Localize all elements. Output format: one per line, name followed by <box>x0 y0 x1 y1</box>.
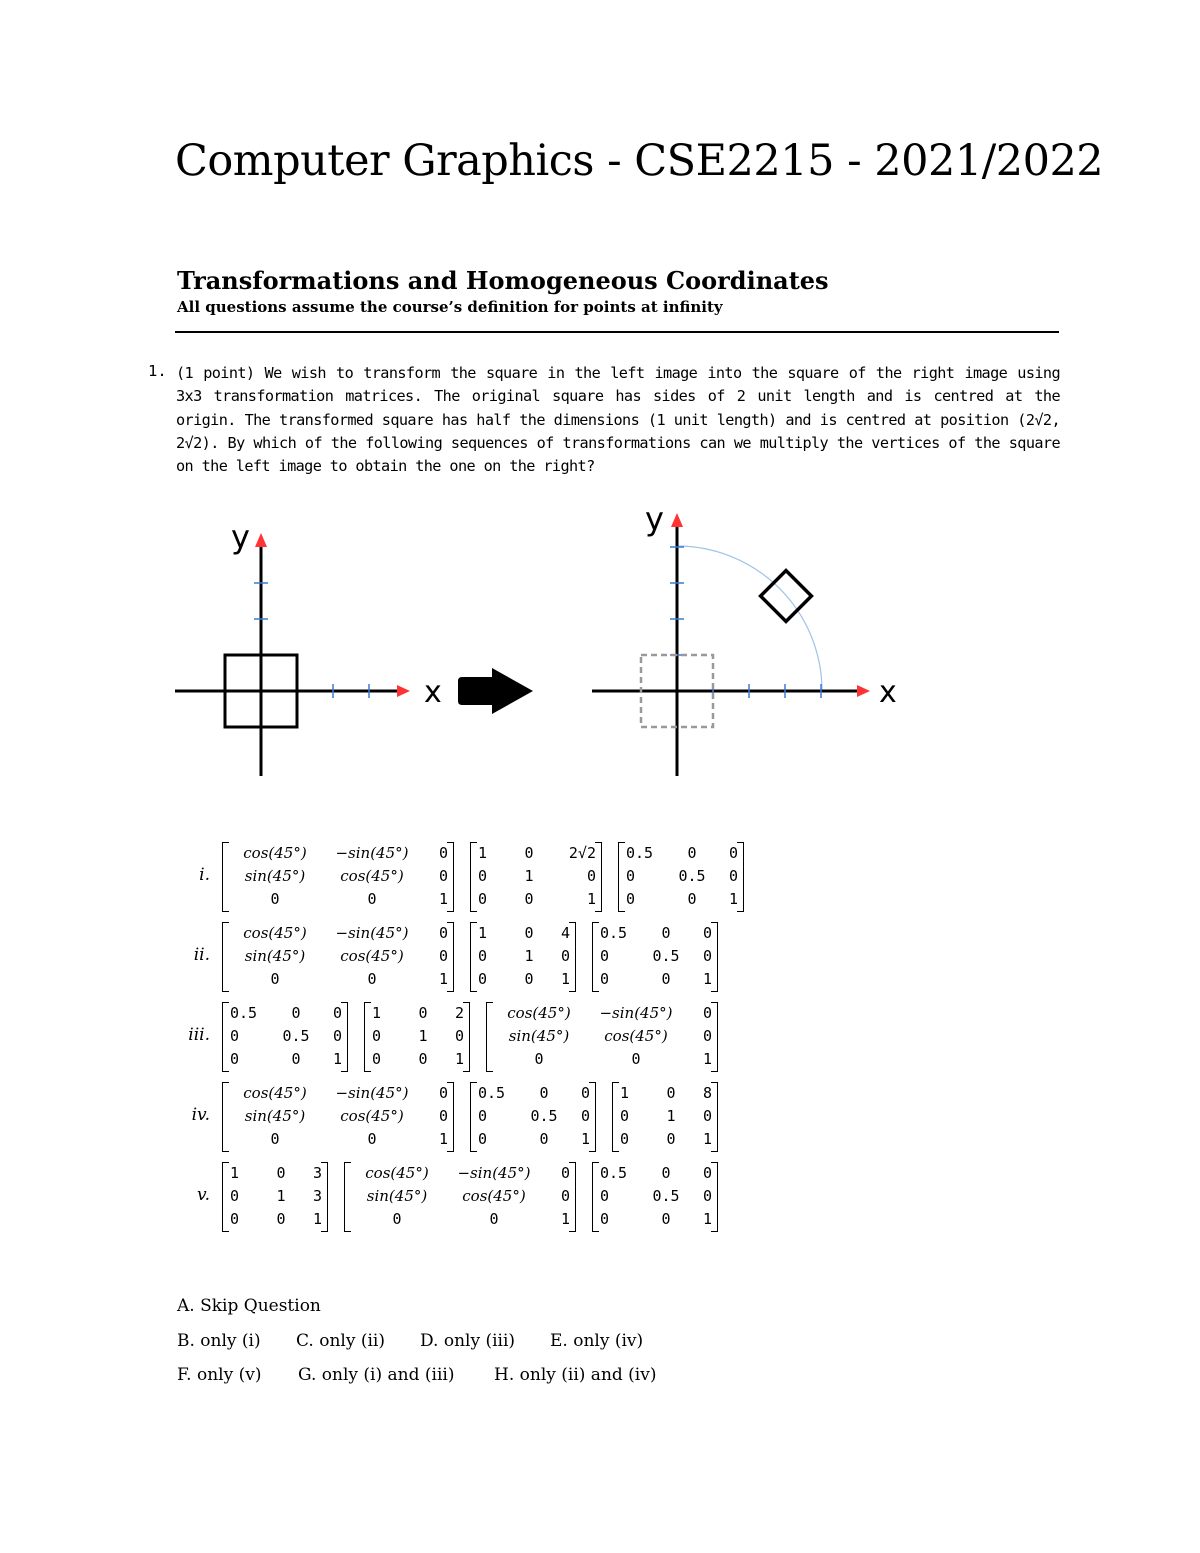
matrix <box>222 1002 348 1072</box>
matrix-cell: 0 <box>728 844 738 862</box>
matrix-cell: 0 <box>230 1187 240 1205</box>
matrix-cell: 0 <box>276 1210 286 1228</box>
matrix-cell: 3 <box>312 1187 322 1205</box>
matrix-cell: 4 <box>560 924 570 942</box>
matrix-cell: 0 <box>418 1050 428 1068</box>
matrix-cell: 0 <box>438 924 448 942</box>
matrix-cell: 1 <box>438 890 448 908</box>
matrix-cell: sin(45°) <box>244 1107 306 1125</box>
matrix-cell: 0 <box>392 1210 402 1228</box>
matrix <box>364 1002 470 1072</box>
matrix-cell: 0 <box>702 1027 712 1045</box>
matrix-cell: 0 <box>478 947 488 965</box>
matrix-cell: 0 <box>524 890 534 908</box>
matrix <box>344 1162 576 1232</box>
matrix-cell: 0 <box>367 890 377 908</box>
right-diagram <box>592 500 897 776</box>
matrix-cell: 1 <box>728 890 738 908</box>
answer-a[interactable]: A. Skip Question <box>177 1296 321 1316</box>
matrix-cell: 0 <box>418 1004 428 1022</box>
matrix-cell: 0.5 <box>600 924 628 942</box>
matrix-cell: 0 <box>230 1210 240 1228</box>
left-ticks <box>254 583 369 698</box>
matrix-cell: 1 <box>478 924 488 942</box>
matrix-cell: 0 <box>276 1164 286 1182</box>
matrix-cell: 0 <box>489 1210 499 1228</box>
matrix-cell: 0.5 <box>678 867 706 885</box>
option-label: ii. <box>193 945 210 965</box>
matrix-cell: −sin(45°) <box>599 1004 673 1022</box>
page-title: Computer Graphics - CSE2215 - 2021/2022 <box>175 136 1104 186</box>
answer-d[interactable]: D. only (iii) <box>420 1331 516 1351</box>
matrix-cell: 0 <box>702 1187 712 1205</box>
answer-h[interactable]: H. only (ii) and (iv) <box>494 1365 657 1385</box>
matrix-cell: 0.5 <box>652 1187 680 1205</box>
matrix-cell: 0 <box>620 1130 630 1148</box>
matrix-cell: 0 <box>454 1027 464 1045</box>
transform-arrow-icon <box>458 668 533 714</box>
transformation-figure <box>0 490 1200 790</box>
matrix <box>222 1082 454 1152</box>
matrix-cell: 0 <box>478 890 488 908</box>
matrix-cell: 1 <box>478 844 488 862</box>
matrix <box>222 1162 328 1232</box>
matrix-cell: sin(45°) <box>244 947 306 965</box>
answer-e[interactable]: E. only (iv) <box>550 1331 644 1351</box>
matrix-cell: 0 <box>478 867 488 885</box>
matrix <box>222 922 454 992</box>
matrix-cell: sin(45°) <box>366 1187 428 1205</box>
matrix-cell: 0 <box>661 970 671 988</box>
matrix-cell: 0 <box>666 1084 676 1102</box>
matrix-cell: 2 <box>454 1004 464 1022</box>
right-y-arrowhead <box>671 513 683 527</box>
matrix-cell: 0 <box>661 924 671 942</box>
matrix-cell: 1 <box>276 1187 286 1205</box>
matrix-cell: 0 <box>230 1050 240 1068</box>
matrix-cell: 0 <box>372 1050 382 1068</box>
matrix-cell: cos(45°) <box>243 844 307 862</box>
matrix-cell: 1 <box>332 1050 342 1068</box>
question-text-part1: (1 point) We wish to transform the square in the left image into the square of the right image using 3x3 transformation matrices. The original square has sides of 2 unit length and is centred at the origin. The transformed square has half the dimensions (1 unit length) and is centred at position <box>176 364 1060 429</box>
matrix <box>470 922 576 992</box>
matrix-cell: cos(45°) <box>243 1084 307 1102</box>
answer-b[interactable]: B. only (i) <box>177 1331 261 1351</box>
matrix-cell: 0 <box>534 1050 544 1068</box>
matrix <box>592 922 718 992</box>
left-y-label: y <box>231 518 250 556</box>
matrix-cell: 0.5 <box>530 1107 558 1125</box>
matrix-cell: 0 <box>332 1027 342 1045</box>
matrix-cell: 0 <box>702 1107 712 1125</box>
matrix-cell: 0 <box>270 1130 280 1148</box>
matrix-cell: 1 <box>560 1210 570 1228</box>
matrix-cell: 0 <box>524 844 534 862</box>
matrix-cell: 1 <box>580 1130 590 1148</box>
left-y-arrowhead <box>255 533 267 547</box>
matrix-cell: cos(45°) <box>243 924 307 942</box>
matrix-cell: 1 <box>702 970 712 988</box>
matrix-cell: 0 <box>291 1050 301 1068</box>
matrix-cell: 0.5 <box>282 1027 310 1045</box>
matrix-cell: 0 <box>580 1107 590 1125</box>
matrix <box>592 1162 718 1232</box>
matrix-cell: 0 <box>438 1107 448 1125</box>
matrix-cell: 0 <box>702 947 712 965</box>
matrix-cell: 0 <box>438 1084 448 1102</box>
matrix-cell: 0 <box>600 970 610 988</box>
matrix-cell: cos(45°) <box>365 1164 429 1182</box>
matrix-cell: 0 <box>367 970 377 988</box>
matrix-cell: 1 <box>702 1130 712 1148</box>
right-x-arrowhead <box>857 685 870 697</box>
question-text-part2: . By which of the following sequences of transformations can we multiply the vertices of the square on the left image to obtain the one on the right? <box>176 433 1060 476</box>
matrix <box>470 1082 596 1152</box>
matrix-cell: 0 <box>438 867 448 885</box>
matrix-cell: 0 <box>728 867 738 885</box>
matrix-cell: 1 <box>418 1027 428 1045</box>
matrix-cell: cos(45°) <box>604 1027 668 1045</box>
matrix-cell: 0 <box>661 1164 671 1182</box>
matrix <box>612 1082 718 1152</box>
matrix-cell: 0 <box>539 1084 549 1102</box>
matrix-cell: 0 <box>600 1210 610 1228</box>
matrix-cell: 0 <box>438 844 448 862</box>
matrix-cell: 0 <box>600 1187 610 1205</box>
matrix-cell: 0 <box>230 1027 240 1045</box>
matrix-cell: 0 <box>600 947 610 965</box>
matrix-cell: 0 <box>438 947 448 965</box>
matrix-cell: cos(45°) <box>507 1004 571 1022</box>
right-y-label: y <box>645 500 664 538</box>
matrix-cell: 0 <box>478 1107 488 1125</box>
matrix-cell: 0 <box>560 947 570 965</box>
matrix-cell: 1 <box>524 947 534 965</box>
left-diagram <box>175 518 442 776</box>
matrix-cell: 0 <box>560 1164 570 1182</box>
matrix-cell: 1 <box>560 970 570 988</box>
option-label: iii. <box>188 1025 210 1045</box>
matrix-cell: 0 <box>524 970 534 988</box>
matrix-cell: 1 <box>702 1210 712 1228</box>
matrix-cell: 1 <box>524 867 534 885</box>
option-label: i. <box>199 865 210 885</box>
matrix-cell: −sin(45°) <box>335 844 409 862</box>
section-heading: Transformations and Homogeneous Coordinates <box>177 266 829 295</box>
matrix-cell: 1 <box>586 890 596 908</box>
matrix-cell: 0 <box>626 867 636 885</box>
matrix-cell: 1 <box>438 970 448 988</box>
matrix-cell: 8 <box>702 1084 712 1102</box>
matrix-cell: 3 <box>312 1164 322 1182</box>
matrix <box>470 842 602 912</box>
left-x-arrowhead <box>397 685 410 697</box>
matrix-cell: 0 <box>631 1050 641 1068</box>
matrix-cell: 1 <box>666 1107 676 1125</box>
matrix-cell: 0 <box>539 1130 549 1148</box>
matrix <box>486 1002 718 1072</box>
right-x-label: x <box>879 675 897 710</box>
matrix-cell: cos(45°) <box>340 867 404 885</box>
section-subheading: All questions assume the course’s definition for points at infinity <box>177 298 723 316</box>
matrix-cell: 2√2 <box>568 844 596 862</box>
matrix-cell: 0.5 <box>600 1164 628 1182</box>
answer-g[interactable]: G. only (i) and (iii) <box>298 1365 455 1385</box>
question-number: 1. <box>148 362 167 380</box>
question-text <box>176 362 1060 478</box>
matrix-cell: 0 <box>661 1210 671 1228</box>
horizontal-rule <box>175 331 1059 333</box>
matrix-cell: sin(45°) <box>244 867 306 885</box>
matrix-cell: 0 <box>524 924 534 942</box>
matrix-cell: cos(45°) <box>340 947 404 965</box>
matrix-cell: 0 <box>626 890 636 908</box>
question-position: (2√2, 2√2) <box>176 410 1060 452</box>
matrix-cell: 0 <box>560 1187 570 1205</box>
matrix-cell: 0 <box>478 1130 488 1148</box>
matrix-cell: 0 <box>372 1027 382 1045</box>
matrix-cell: cos(45°) <box>340 1107 404 1125</box>
matrix-cell: 1 <box>312 1210 322 1228</box>
answer-c[interactable]: C. only (ii) <box>296 1331 385 1351</box>
left-x-label: x <box>424 675 442 710</box>
matrix-cell: 1 <box>230 1164 240 1182</box>
right-ticks <box>670 547 821 698</box>
matrix-cell: 0 <box>478 970 488 988</box>
matrix-cell: 0 <box>666 1130 676 1148</box>
matrix-cell: 0.5 <box>478 1084 506 1102</box>
matrix-cell: 0 <box>367 1130 377 1148</box>
matrix-cell: 0 <box>702 1004 712 1022</box>
option-label: v. <box>197 1185 210 1205</box>
matrix-cell: −sin(45°) <box>457 1164 531 1182</box>
matrix-cell: cos(45°) <box>462 1187 526 1205</box>
matrix-cell: 1 <box>702 1050 712 1068</box>
matrix-cell: 0 <box>687 844 697 862</box>
matrix-cell: −sin(45°) <box>335 1084 409 1102</box>
matrix-cell: 0 <box>332 1004 342 1022</box>
matrix-cell: 0 <box>586 867 596 885</box>
matrix-cell: 0 <box>620 1107 630 1125</box>
matrix <box>222 842 454 912</box>
matrix-cell: sin(45°) <box>508 1027 570 1045</box>
matrix-cell: 0 <box>270 890 280 908</box>
matrix-cell: 0.5 <box>230 1004 258 1022</box>
matrix-cell: 0 <box>702 1164 712 1182</box>
matrix-cell: 1 <box>454 1050 464 1068</box>
answer-f[interactable]: F. only (v) <box>177 1365 262 1385</box>
matrix-cell: 1 <box>372 1004 382 1022</box>
matrix-cell: 1 <box>620 1084 630 1102</box>
matrix-cell: 0 <box>580 1084 590 1102</box>
matrix-cell: 0.5 <box>652 947 680 965</box>
matrix-cell: 1 <box>438 1130 448 1148</box>
matrix-cell: 0 <box>702 924 712 942</box>
matrix-cell: 0 <box>291 1004 301 1022</box>
matrix-cell: 0.5 <box>626 844 654 862</box>
matrix-cell: 0 <box>270 970 280 988</box>
matrix <box>618 842 744 912</box>
matrix-cell: 0 <box>687 890 697 908</box>
option-label: iv. <box>191 1105 210 1125</box>
rotation-arc <box>677 546 822 691</box>
matrix-cell: −sin(45°) <box>335 924 409 942</box>
